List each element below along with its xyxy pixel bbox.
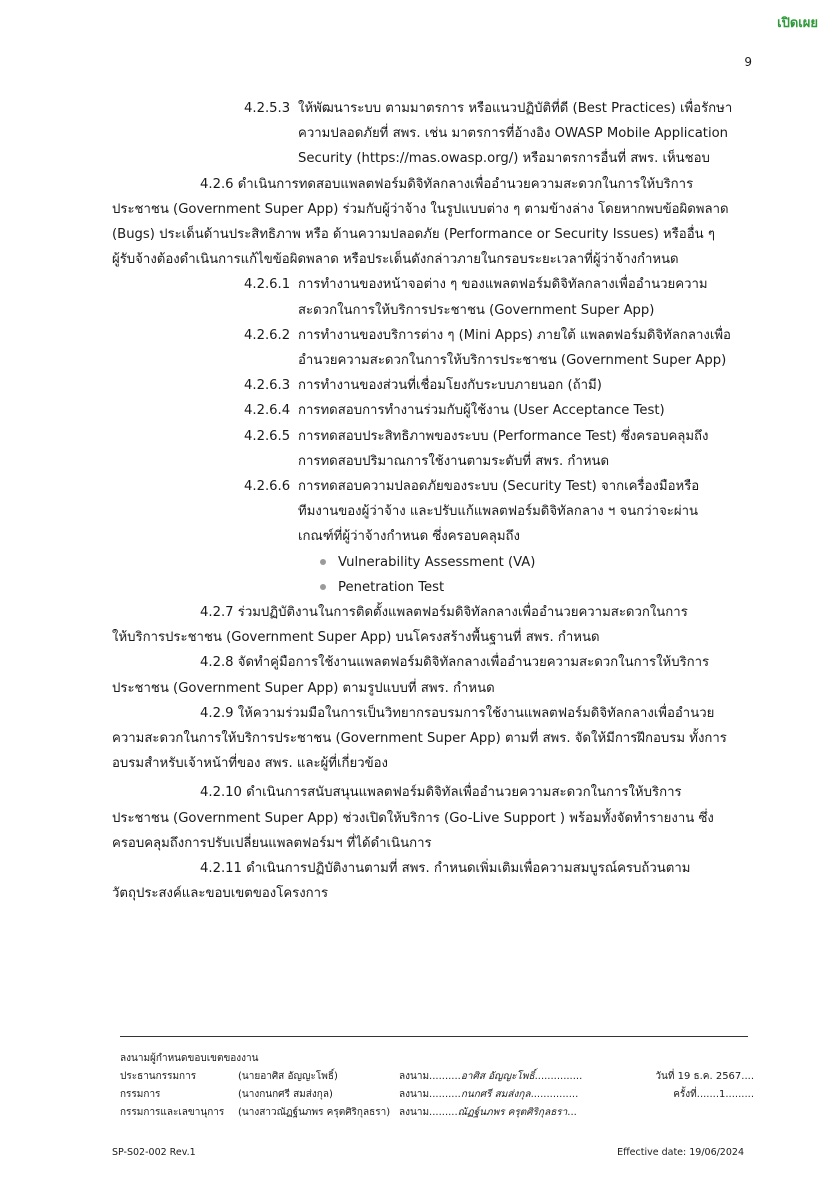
text-line: (Bugs) ประเด็นด้านประสิทธิภาพ หรือ ด้านความปลอดภัย (Performance or Security Issues) หรืออื่น ๆ: [112, 227, 715, 243]
signer-name: (นางกนกศรี สมส่งกุล): [238, 1089, 333, 1100]
signature-line: [399, 1104, 577, 1122]
item-4-2-6-2: [112, 323, 754, 373]
item-number: 4.2.6.4: [244, 403, 291, 419]
text-line: เกณฑ์ที่ผู้ว่าจ้างกำหนด ซึ่งครอบคลุมถึง: [298, 529, 520, 545]
item-number: 4.2.6.2: [244, 327, 291, 343]
sign-suffix: ...............: [530, 1089, 579, 1100]
sign-suffix: ...: [567, 1107, 577, 1118]
classification-badge: เปิดเผย: [777, 16, 818, 31]
item-4-2-6-5: [112, 424, 754, 474]
effective-date: Effective date: 19/06/2024: [617, 1147, 744, 1158]
signature-heading: ลงนามผู้กำหนดขอบเขตของงาน: [120, 1053, 259, 1064]
text-line: 4.2.11 ดำเนินการปฏิบัติงานตามที่ สพร. กำหนดเพิ่มเติมเพื่อความสมบูรณ์ครบถ้วนตาม: [200, 861, 691, 877]
item-4-2-7: [112, 600, 754, 650]
item-4-2-6-4: [112, 398, 754, 423]
revision-count: ครั้งที่.......1.........: [673, 1089, 754, 1100]
handwritten-signature: กนกศรี สมส่งกุล: [460, 1089, 531, 1100]
signature-row: [120, 1086, 756, 1104]
item-4-2-6: [112, 172, 754, 273]
signer-role: ประธานกรรมการ: [120, 1071, 197, 1082]
item-number: 4.2.6.3: [244, 378, 291, 394]
document-body: [112, 96, 754, 907]
text-line: การทำงานของหน้าจอต่าง ๆ ของแพลตฟอร์มดิจิทัลกลางเพื่ออำนวยความ: [298, 277, 708, 293]
item-4-2-8: [112, 650, 754, 700]
signature-block: [120, 1050, 756, 1122]
text-line: ครอบคลุมถึงการปรับเปลี่ยนแพลตฟอร์มฯ ที่ได้ดำเนินการ: [112, 835, 432, 851]
text-line: การทดสอบการทำงานร่วมกับผู้ใช้งาน (User Acceptance Test): [298, 403, 665, 419]
item-number: 4.2.6.6: [244, 479, 291, 495]
signer-role: กรรมการ: [120, 1089, 161, 1100]
text-line: การทดสอบปริมาณการใช้งานตามระดับที่ สพร. กำหนด: [298, 453, 610, 469]
item-number: 4.2.6.1: [244, 277, 291, 293]
page-number: 9: [744, 55, 752, 69]
signature-divider: [120, 1036, 748, 1037]
document-code: SP-S02-002 Rev.1: [112, 1147, 196, 1158]
signer-name: (นายอาศิส อัญญะโพธิ์): [238, 1071, 338, 1082]
text-line: อบรมสำหรับเจ้าหน้าที่ของ สพร. และผู้ที่เกี่ยวข้อง: [112, 756, 388, 772]
text-line: ประชาชน (Government Super App) ตามรูปแบบที่ สพร. กำหนด: [112, 680, 495, 696]
text-line: 4.2.7 ร่วมปฏิบัติงานในการติดตั้งแพลตฟอร์มดิจิทัลกลางเพื่ออำนวยความสะดวกในการ: [200, 605, 688, 621]
item-4-2-6-3: [112, 373, 754, 398]
signature-line: [399, 1068, 582, 1086]
sign-prefix: ลงนาม.........: [399, 1107, 458, 1118]
item-4-2-11: [112, 856, 754, 906]
text-line: 4.2.10 ดำเนินการสนับสนุนแพลตฟอร์มดิจิทัลเพื่ออำนวยความสะดวกในการให้บริการ: [200, 785, 682, 801]
text-line: 4.2.9 ให้ความร่วมมือในการเป็นวิทยากรอบรมการใช้งานแพลตฟอร์มดิจิทัลกลางเพื่ออำนวย: [200, 705, 715, 721]
text-line: ให้บริการประชาชน (Government Super App) บนโครงสร้างพื้นฐานที่ สพร. กำหนด: [112, 630, 600, 646]
text-line: ประชาชน (Government Super App) ช่วงเปิดให้บริการ (Go-Live Support ) พร้อมทั้งจัดทำรายงาน ซึ่ง: [112, 810, 714, 826]
sign-prefix: ลงนาม..........: [399, 1089, 461, 1100]
text-line: อำนวยความสะดวกในการให้บริการประชาชน (Government Super App): [298, 353, 727, 369]
signature-date: วันที่ 19 ธ.ค. 2567....: [655, 1071, 754, 1082]
bullet-item: [298, 550, 754, 575]
handwritten-signature: อาศิส อัญญะโพธิ์: [460, 1071, 535, 1082]
text-line: Security (https://mas.owasp.org/) หรือมาตรการอื่นที่ สพร. เห็นชอบ: [298, 151, 710, 167]
signer-name: (นางสาวณัฏฐ์นภพร ครุตศิริกุลธรา): [238, 1107, 391, 1118]
text-line: ให้พัฒนาระบบ ตามมาตรการ หรือแนวปฏิบัติที่ดี (Best Practices) เพื่อรักษา: [298, 101, 733, 116]
text-line: ความสะดวกในการให้บริการประชาชน (Government Super App) ตามที่ สพร. จัดให้มีการฝึกอบรม ทั้งการ: [112, 731, 727, 747]
sign-suffix: ...............: [534, 1071, 583, 1082]
bullet-dot-icon: [320, 559, 326, 565]
bullet-dot-icon: [320, 584, 326, 590]
bullet-item: [298, 575, 754, 600]
signature-row: [120, 1068, 756, 1086]
item-4-2-5-3: [112, 96, 754, 172]
text-line: ผู้รับจ้างต้องดำเนินการแก้ไขข้อผิดพลาด หรือประเด็นดังกล่าวภายในกรอบระยะเวลาที่ผู้ว่าจ้างกำหนด: [112, 252, 679, 268]
text-line: 4.2.6 ดำเนินการทดสอบแพลตฟอร์มดิจิทัลกลางเพื่ออำนวยความสะดวกในการให้บริการ: [200, 176, 694, 192]
text-line: สะดวกในการให้บริการประชาชน (Government Super App): [298, 302, 655, 318]
signature-line: [399, 1086, 578, 1104]
bullet-text: Vulnerability Assessment (VA): [338, 554, 536, 570]
text-line: การทำงานของส่วนที่เชื่อมโยงกับระบบภายนอก (ถ้ามี): [298, 378, 602, 394]
item-number: 4.2.6.5: [244, 428, 291, 444]
text-line: การทดสอบความปลอดภัยของระบบ (Security Test) จากเครื่องมือหรือ: [298, 479, 700, 495]
item-4-2-6-6: [112, 474, 754, 600]
signer-role: กรรมการและเลขานุการ: [120, 1107, 225, 1118]
text-line: วัตถุประสงค์และขอบเขตของโครงการ: [112, 886, 329, 902]
item-4-2-6-1: [112, 272, 754, 322]
sign-prefix: ลงนาม..........: [399, 1071, 461, 1082]
text-line: การทดสอบประสิทธิภาพของระบบ (Performance Test) ซึ่งครอบคลุมถึง: [298, 428, 709, 444]
item-number: 4.2.5.3: [244, 101, 291, 116]
handwritten-signature: ณัฏฐ์นภพร ครุตศิริกุลธรา: [457, 1107, 568, 1118]
text-line: ความปลอดภัยที่ สพร. เช่น มาตรการที่อ้างอิง OWASP Mobile Application: [298, 126, 729, 142]
signature-row: [120, 1104, 756, 1122]
text-line: การทำงานของบริการต่าง ๆ (Mini Apps) ภายใต้ แพลตฟอร์มดิจิทัลกลางเพื่อ: [298, 327, 731, 343]
text-line: 4.2.8 จัดทำคู่มือการใช้งานแพลตฟอร์มดิจิทัลกลางเพื่ออำนวยความสะดวกในการให้บริการ: [200, 655, 710, 671]
item-4-2-9: [112, 701, 754, 777]
item-4-2-10: [112, 780, 754, 856]
text-line: ประชาชน (Government Super App) ร่วมกับผู้ว่าจ้าง ในรูปแบบต่าง ๆ ตามข้างล่าง โดยหากพบข้อผิดพลาด: [112, 201, 729, 217]
text-line: ทีมงานของผู้ว่าจ้าง และปรับแก้แพลตฟอร์มดิจิทัลกลาง ฯ จนกว่าจะผ่าน: [298, 504, 699, 520]
bullet-text: Penetration Test: [338, 579, 445, 595]
